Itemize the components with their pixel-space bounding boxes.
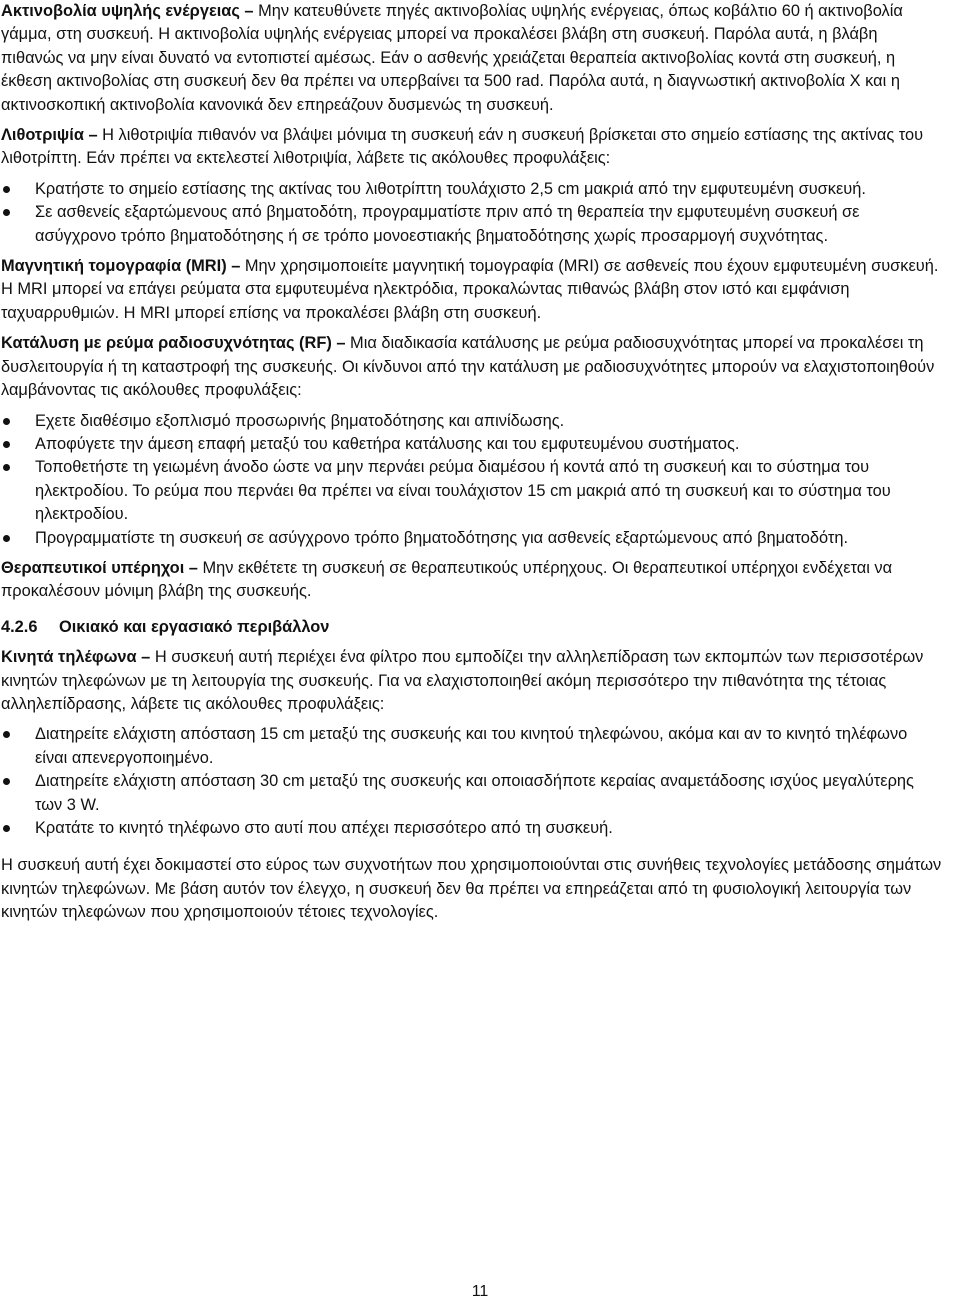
paragraph-therapeutic-ultrasound xyxy=(1,557,943,604)
list-item xyxy=(1,410,943,433)
paragraph-mobile-phones xyxy=(1,646,943,716)
paragraph-body: Η συσκευή αυτή περιέχει ένα φίλτρο που εμποδίζει την αλληλεπίδραση των εκπομπών των περισσοτέρων κινητών τηλεφώνων με τη λειτουργία της συσκευής. Για να ελαχιστοποιηθεί ακόμη περισσότερο την πιθανότητα της τέτοιας αλληλεπίδρασης, λάβετε τις ακόλουθες προφυλάξεις: xyxy=(1,648,924,713)
list-item-text: Διατηρείτε ελάχιστη απόσταση 15 cm μεταξύ της συσκευής και του κινητού τηλεφώνου, ακόμα και αν το κινητό τηλέφωνο είναι απενεργοποιημένο. xyxy=(35,725,908,767)
list-item xyxy=(1,527,943,550)
list-item-text: Κρατάτε το κινητό τηλέφωνο στο αυτί που απέχει περισσότερο από τη συσκευή. xyxy=(35,819,613,837)
phone-precautions-list xyxy=(1,723,943,840)
paragraph-rf-ablation xyxy=(1,332,943,402)
bullet-icon xyxy=(3,825,10,832)
paragraph-lead: Ακτινοβολία υψηλής ενέργειας – xyxy=(1,2,254,20)
bullet-icon xyxy=(3,731,10,738)
bullet-icon xyxy=(3,209,10,216)
section-heading xyxy=(1,616,943,639)
bullet-icon xyxy=(3,464,10,471)
list-item-text: Εχετε διαθέσιμο εξοπλισμό προσωρινής βηματοδότησης και απινίδωσης. xyxy=(35,411,565,430)
section-title: Οικιακό και εργασιακό περιβάλλον xyxy=(59,617,330,636)
paragraph-body: Μια διαδικασία κατάλυσης με ρεύμα ραδιοσυχνότητας μπορεί να προκαλέσει τη δυσλειτουργία ή τη καταστροφή της συσκευής. Οι κίνδυνοι από την κατάλυση με ραδιοσυχνότητες μπορούν να ελαχιστοποιηθούν λαμβάνοντας τις ακόλουθες προφυλάξεις: xyxy=(1,334,935,400)
list-item xyxy=(1,456,943,526)
paragraph-lead: Κινητά τηλέφωνα – xyxy=(1,648,151,667)
paragraph-lead: Κατάλυση με ρεύμα ραδιοσυχνότητας (RF) – xyxy=(1,334,346,353)
paragraph-lead: Μαγνητική τομογραφία (MRI) – xyxy=(1,257,241,276)
paragraph-lithotripsy xyxy=(1,124,943,171)
list-item-text: Κρατήστε το σημείο εστίασης της ακτίνας του λιθοτρίπτη τουλάχιστο 2,5 cm μακριά από την εμφυτευμένη συσκευή. xyxy=(35,179,866,198)
paragraph-body: Μην χρησιμοποιείτε μαγνητική τομογραφία (MRI) σε ασθενείς που έχουν εμφυτευμένη συσκευή. Η MRI μπορεί να επάγει ρεύματα στα εμφυτευμένα ηλεκτρόδια, προκαλώντας πιθανώς βλάβη στον ιστό και εμφάνιση ταχυαρρυθμιών. Η MRI μπορεί επίσης να προκαλέσει βλάβη στη συσκευή. xyxy=(1,257,939,322)
bullet-icon xyxy=(3,186,10,193)
lithotripsy-precautions-list xyxy=(1,178,943,248)
list-item-text: Σε ασθενείς εξαρτώμενους από βηματοδότη, προγραμματίστε πριν από τη θεραπεία την εμφυτευμένη συσκευή σε ασύγχρονο τρόπο βηματοδότησης ή σε τρόπο μονοεστιακής βηματοδότησης χωρίς προσαρμογή συχνότητας. xyxy=(35,203,860,245)
list-item-text: Αποφύγετε την άμεση επαφή μεταξύ του καθετήρα κατάλυσης και του εμφυτευμένου συστήματος. xyxy=(35,434,740,453)
list-item xyxy=(1,178,943,201)
list-item xyxy=(1,770,943,817)
paragraph-body: Μην κατευθύνετε πηγές ακτινοβολίας υψηλής ενέργειας, όπως κοβάλτιο 60 ή ακτινοβολία γάμμα, στη συσκευή. Η ακτινοβολία υψηλής ενέργειας μπορεί να προκαλέσει βλάβη στη συσκευή. Παρόλα αυτά, η βλάβη πιθανώς να μην είναι δυνατό να εντοπιστεί αμέσως. Εάν ο ασθενής χρειάζεται θεραπεία ακτινοβολίας κοντά στη συσκευή, η έκθεση ακτινοβολίας στη συσκευή δεν θα πρέπει να υπερβαίνει τα 500 rad. Παρόλα αυτά, η διαγνωστική ακτινοβολία X και η ακτινοσκοπική ακτινοβολία κανονικά δεν επηρεάζουν δυσμενώς τη συσκευή. xyxy=(1,2,903,114)
list-item xyxy=(1,723,943,770)
list-item-text: Προγραμματίστε τη συσκευή σε ασύγχρονο τρόπο βηματοδότησης για ασθενείς εξαρτώμενους από βηματοδότη. xyxy=(35,528,849,547)
paragraph-lead: Θεραπευτικοί υπέρηχοι – xyxy=(1,558,198,577)
list-item xyxy=(1,817,943,840)
paragraph-testing-note xyxy=(1,854,943,924)
page-number: 11 xyxy=(471,1283,489,1300)
list-item-text: Τοποθετήστε τη γειωμένη άνοδο ώστε να μην περνάει ρεύμα διαμέσου ή κοντά από τη συσκευή και το σύστημα του ηλεκτροδίου. Το ρεύμα που περνάει θα πρέπει να είναι τουλάχιστον 15 cm μακριά από τη συσκευή και το σύστημα του ηλεκτροδίου. xyxy=(35,458,891,524)
paragraph-body: Μην εκθέτετε τη συσκευή σε θεραπευτικούς υπέρηχους. Οι θεραπευτικοί υπέρηχοι ενδέχεται να προκαλέσουν μόνιμη βλάβη της συσκευής. xyxy=(1,558,893,601)
list-item-text: Διατηρείτε ελάχιστη απόσταση 30 cm μεταξύ της συσκευής και οποιασδήποτε κεραίας αναμετάδοσης ισχύος μεγαλύτερης των 3 W. xyxy=(35,772,914,814)
list-item xyxy=(1,433,943,456)
paragraph-high-energy-radiation xyxy=(1,0,943,117)
bullet-icon xyxy=(3,418,10,425)
list-item xyxy=(1,201,943,248)
paragraph-mri xyxy=(1,255,943,325)
section-number: 4.2.6 xyxy=(1,617,38,636)
paragraph-body: Η συσκευή αυτή έχει δοκιμαστεί στο εύρος των συχνοτήτων που χρησιμοποιούνται στις συνήθεις τεχνολογίες μετάδοσης σημάτων κινητών τηλεφώνων. Με βάση αυτόν τον έλεγχο, η συσκευή δεν θα πρέπει να επηρεάζεται από τη φυσιολογική λειτουργία των κινητών τηλεφώνων που χρησιμοποιούν τέτοιες τεχνολογίες. xyxy=(1,856,942,922)
bullet-icon xyxy=(3,778,10,785)
paragraph-body: Η λιθοτριψία πιθανόν να βλάψει μόνιμα τη συσκευή εάν η συσκευή βρίσκεται στο σημείο εστίασης της ακτίνας του λιθοτρίπτη. Εάν πρέπει να εκτελεστεί λιθοτριψία, λάβετε τις ακόλουθες προφυλάξεις: xyxy=(1,126,924,168)
rf-precautions-list xyxy=(1,410,943,550)
paragraph-lead: Λιθοτριψία – xyxy=(1,126,98,145)
bullet-icon xyxy=(3,535,10,542)
bullet-icon xyxy=(3,441,10,448)
